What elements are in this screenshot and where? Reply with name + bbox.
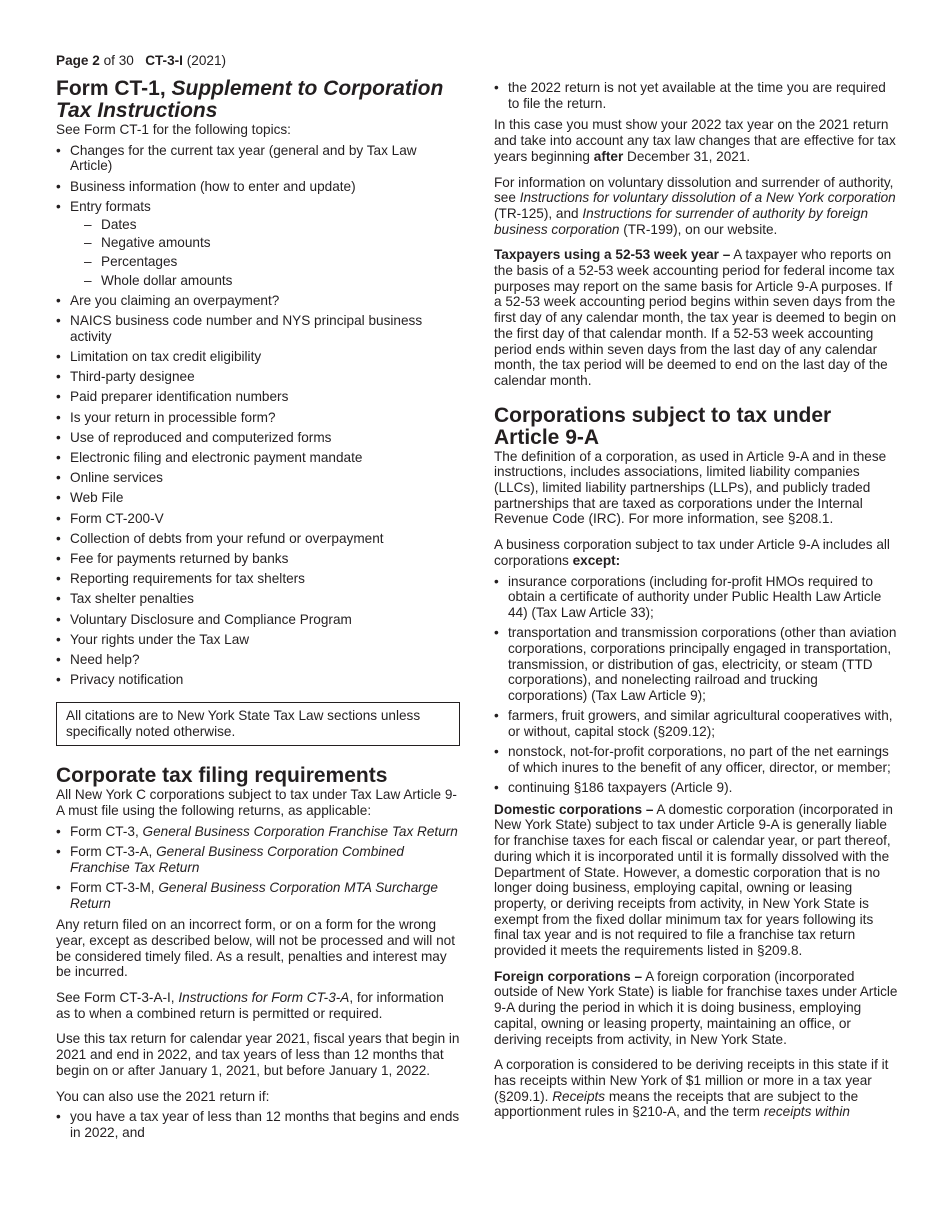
list-item: • transportation and transmission corporations (other than aviation corporations, corporations principally engaged in transportation, transmission, or distribution of gas, electricity, or steam (TTD corporations), and nonelecting railroad and trucking corporations) (Tax Law Article 9); — [494, 625, 898, 704]
list-item: • Privacy notification — [56, 672, 460, 688]
list-item: • you have a tax year of less than 12 months that begins and ends in 2022, and — [56, 1109, 460, 1140]
list-item: • Fee for payments returned by banks — [56, 551, 460, 567]
paragraph: Domestic corporations – A domestic corporation (incorporated in New York State) subject to tax under Article 9-A is generally liable for franchise taxes for each fiscal or calendar year, or part thereof, during which it is incorporated until it is formally dissolved with the Department of State. However, a domestic corporation that is no longer doing business, employing capital, owning or leasing property, or deriving receipts from activity, in New York State is exempt from the fixed dollar minimum tax for years following its final tax year and is not required to file a franchise tax return provided it meets the requirements listed in §209.8. — [494, 801, 893, 959]
list-item: • nonstock, not-for-profit corporations, no part of the net earnings of which inures to the benefit of any officer, director, or member; — [494, 744, 898, 775]
page-number: Page 2 — [56, 53, 100, 68]
list-item: • Reporting requirements for tax shelters — [56, 571, 460, 587]
list-item: • Form CT-200-V — [56, 511, 460, 527]
form-id: CT-3-I — [145, 53, 183, 68]
paragraph: See Form CT-3-A-I, Instructions for Form CT-3-A, for information as to when a combined return is permitted or required. — [56, 990, 444, 1021]
list-item: • Are you claiming an overpayment? — [56, 293, 460, 309]
list-item: • Paid preparer identification numbers — [56, 389, 460, 405]
list-item: • farmers, fruit growers, and similar agricultural cooperatives with, or without, capital stock (§209.12); — [494, 708, 898, 739]
list-item: • the 2022 return is not yet available at the time you are required to file the return. — [494, 80, 898, 111]
list-item: • continuing §186 taxpayers (Article 9). — [494, 780, 898, 796]
entry-formats-list — [70, 217, 460, 289]
list-item: • insurance corporations (including for-profit HMOs required to obtain a certificate of authority under Public Health Law Article 44) (Tax Law Article 33); — [494, 574, 898, 621]
list-item: • Electronic filing and electronic payment mandate — [56, 450, 460, 466]
filing-intro: All New York C corporations subject to tax under Tax Law Article 9-A must file using the following returns, as applicable: — [56, 787, 457, 818]
left-column — [56, 78, 460, 1145]
page-total: of 30 — [103, 53, 134, 68]
paragraph: You can also use the 2021 return if: — [56, 1088, 270, 1104]
form-year: (2021) — [186, 53, 227, 68]
list-item: • Is your return in processible form? — [56, 410, 460, 426]
list-item: • Limitation on tax credit eligibility — [56, 349, 460, 365]
citation-note-box: All citations are to New York State Tax Law sections unless specifically noted otherwise. — [56, 702, 460, 746]
ct1-topic-list — [56, 143, 460, 688]
paragraph: A business corporation subject to tax under Article 9-A includes all corporations except: — [494, 537, 890, 568]
paragraph: The definition of a corporation, as used in Article 9-A and in these instructions, includes associations, limited liability companies (LLCs), limited liability partnerships (LLPs), and publicly traded partnerships that are taxed as corporations under the Internal Revenue Code (IRC). For more information, see §208.1. — [494, 448, 887, 527]
subject-to-tax-heading: Corporations subject to tax under Article 9-A — [494, 403, 832, 449]
also-use-list-cont — [494, 80, 898, 111]
list-item: • NAICS business code number and NYS principal business activity — [56, 313, 460, 344]
right-column — [494, 78, 898, 1120]
list-item: • Voluntary Disclosure and Compliance Program — [56, 612, 460, 628]
paragraph: Any return filed on an incorrect form, or on a form for the wrong year, except as described below, will not be processed and will not be considered timely filed. As a result, penalties and interest may be incurred. — [56, 917, 455, 980]
list-item: • Tax shelter penalties — [56, 591, 460, 607]
list-item: – Negative amounts — [70, 235, 460, 251]
ct1-heading: Form CT-1, Supplement to Corporation Tax Instructions — [56, 77, 444, 122]
list-item: • Changes for the current tax year (general and by Tax Law Article) — [56, 143, 460, 174]
list-item: • Form CT-3-A, General Business Corporation Combined Franchise Tax Return — [56, 844, 460, 875]
ct1-intro: See Form CT-1 for the following topics: — [56, 122, 291, 137]
list-item: • Collection of debts from your refund or overpayment — [56, 531, 460, 547]
paragraph: In this case you must show your 2022 tax year on the 2021 return and take into account any tax law changes that are effective for tax years beginning after December 31, 2021. — [494, 117, 896, 164]
list-item: • Business information (how to enter and update) — [56, 179, 460, 195]
paragraph: For information on voluntary dissolution and surrender of authority, see Instructions for voluntary dissolution of a New York corporation (TR-125), and Instructions for surrender of authority by foreign business corporation (TR-199), on our website. — [494, 174, 896, 237]
list-item: • Form CT-3-M, General Business Corporation MTA Surcharge Return — [56, 880, 460, 911]
form-list — [56, 824, 460, 912]
list-item: • Online services — [56, 470, 460, 486]
list-item: • Form CT-3, General Business Corporation Franchise Tax Return — [56, 824, 460, 840]
list-item: – Percentages — [70, 254, 460, 270]
list-item: • Your rights under the Tax Law — [56, 632, 460, 648]
also-use-list — [56, 1109, 460, 1140]
paragraph: Use this tax return for calendar year 2021, fiscal years that begin in 2021 and end in 2022, and tax years of less than 12 months that begin on or after January 1, 2021, but before January 1, 2022. — [56, 1031, 460, 1078]
paragraph: Taxpayers using a 52-53 week year – A taxpayer who reports on the basis of a 52-53 week accounting period for federal income tax purposes may report on the same basis for Article 9-A purposes. If a 52-53 week accounting period begins within seven days from the first day of any calendar month, the tax year is deemed to begin on the first day of that calendar month. If a 52-53 week accounting period ends within seven days from the last day of any calendar month, the tax period will be deemed to end on the last day of the calendar month. — [494, 247, 897, 388]
paragraph: A corporation is considered to be deriving receipts in this state if it has receipts within New York of $1 million or more in a tax year (§209.1). Receipts means the receipts that are subject to the apportionment rules in §210-A, and the term receipts within — [494, 1057, 889, 1120]
list-item: – Whole dollar amounts — [70, 273, 460, 289]
paragraph: Foreign corporations – A foreign corporation (incorporated outside of New York State) is liable for franchise taxes under Article 9-A during the period in which it is doing business, employing capital, owning or leasing property, maintaining an office, or deriving receipts from activity, in New York State. — [494, 968, 898, 1047]
exceptions-list — [494, 574, 898, 796]
list-item: – Dates — [70, 217, 460, 233]
page-header — [56, 53, 226, 69]
list-item: • Web File — [56, 490, 460, 506]
list-item: • Third-party designee — [56, 369, 460, 385]
list-item: • Need help? — [56, 652, 460, 668]
list-item: • Use of reproduced and computerized forms — [56, 430, 460, 446]
filing-requirements-heading: Corporate tax filing requirements — [56, 764, 388, 788]
list-item: • Entry formats – Dates – Negative amounts – Percentages – Whole dollar amounts — [56, 199, 460, 289]
